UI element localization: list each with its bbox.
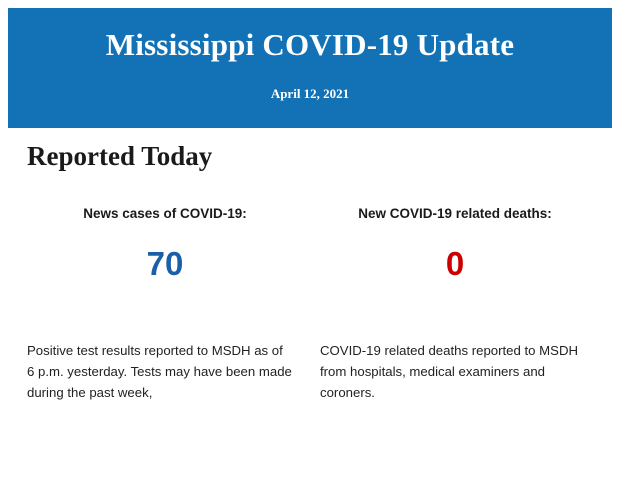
stat-new-deaths [310,205,600,283]
stat-value-new-cases: 70 [146,245,184,282]
page-title: Mississippi COVID-19 Update [105,27,515,62]
description-text-new-cases: Positive test results reported to MSDH as of 6 p.m. yesterday. Tests may have been made during the past week, [27,343,292,400]
report-date: April 12, 2021 [270,86,350,101]
section-heading-reported-today: Reported Today [27,141,213,171]
header-banner [8,8,612,128]
description-new-deaths [315,340,610,403]
stat-label-new-cases: News cases of COVID-19: [83,206,247,221]
description-new-cases [20,340,315,403]
descriptions-row [20,340,610,403]
description-text-new-deaths: COVID-19 related deaths reported to MSDH from hospitals, medical examiners and coroners. [320,343,579,400]
stat-new-cases [20,205,310,283]
stat-value-new-deaths: 0 [445,245,465,282]
stat-label-new-deaths: New COVID-19 related deaths: [358,206,552,221]
stats-row [20,205,600,283]
